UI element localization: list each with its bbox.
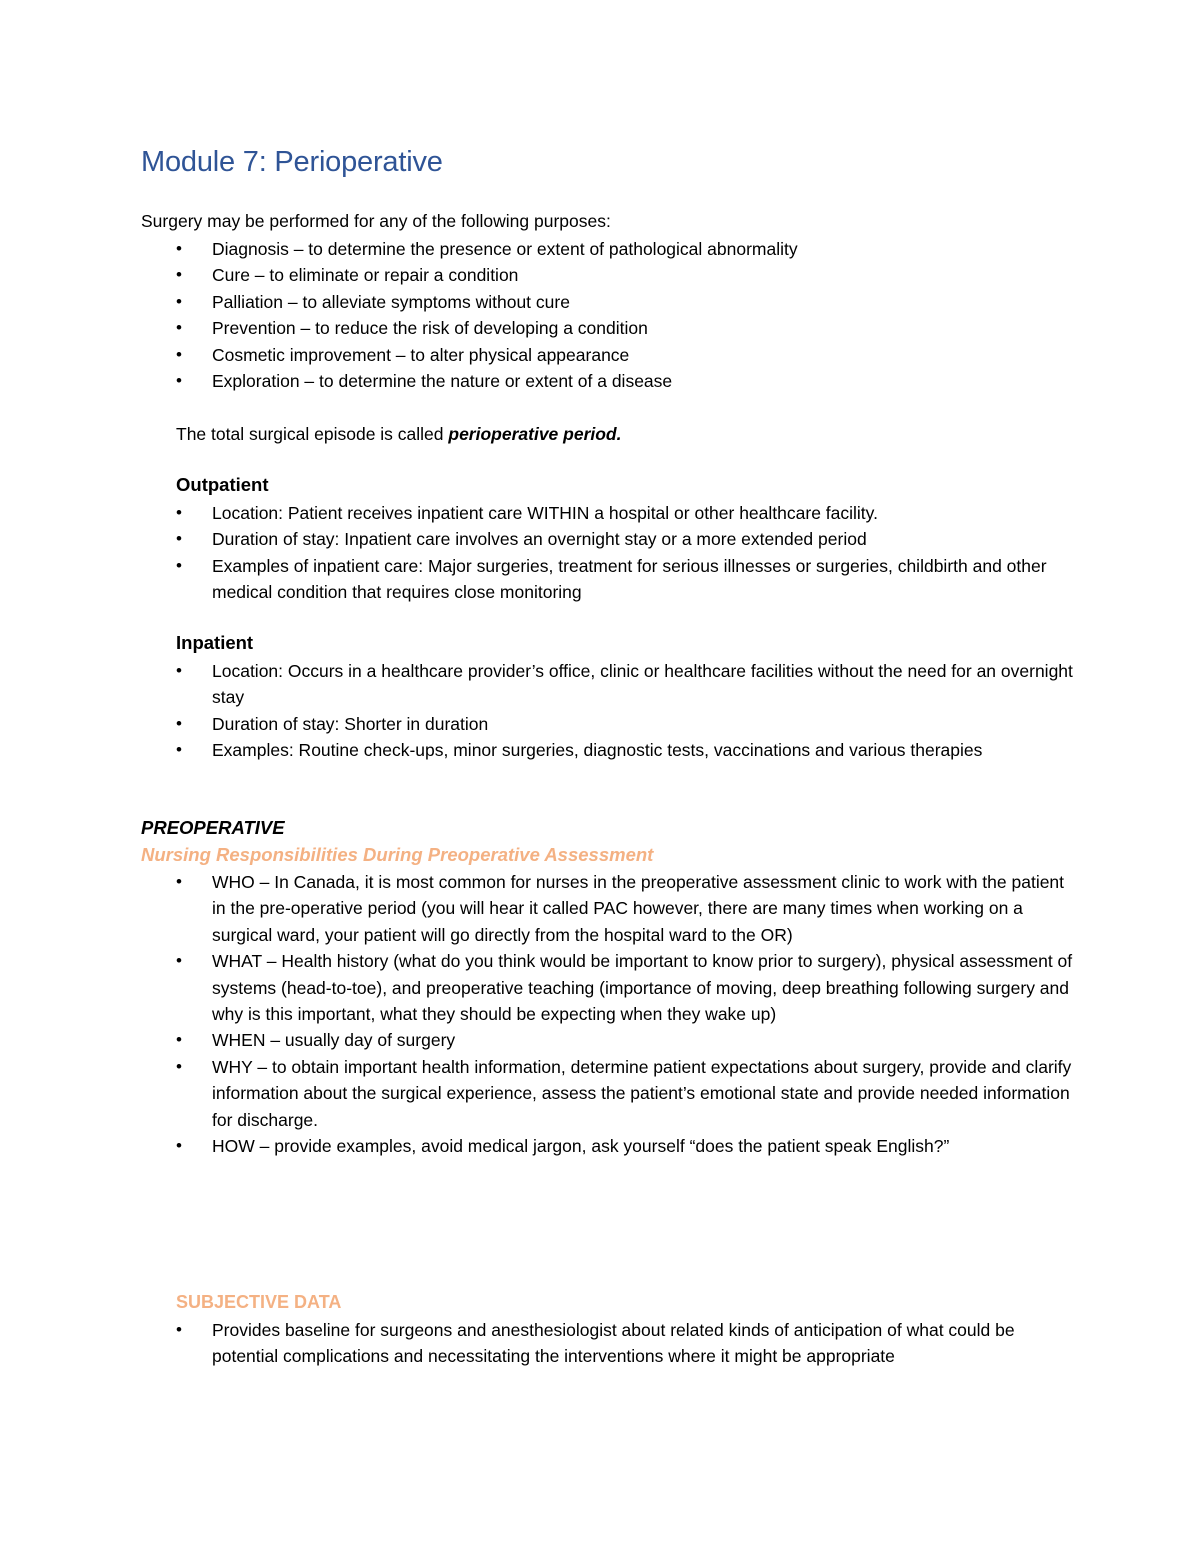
list-item — [176, 1133, 1076, 1159]
list-item-text: Duration of stay: Inpatient care involves an overnight stay or a more extended period — [212, 529, 867, 550]
list-item-text: Examples of inpatient care: Major surgeries, treatment for serious illnesses or surgeries, childbirth and other medical condition that requires close monitoring — [212, 555, 1047, 603]
list-item — [176, 368, 1076, 394]
bullet-icon: • — [176, 1056, 182, 1076]
intro-text: Surgery may be performed for any of the following purposes: — [141, 211, 611, 231]
list-item-text: Diagnosis – to determine the presence or extent of pathological abnormality — [212, 239, 798, 259]
outpatient-heading: Outpatient — [176, 474, 269, 495]
list-item-text: Palliation – to alleviate symptoms without cure — [212, 291, 570, 312]
list-item — [176, 711, 1076, 737]
inpatient-list — [176, 658, 1076, 764]
nursing-responsibilities-heading: Nursing Responsibilities During Preoperative Assessment — [141, 844, 654, 865]
list-item-text: Duration of stay: Shorter in duration — [212, 713, 489, 734]
nursing-responsibilities-list — [176, 869, 1076, 1159]
list-item-text: HOW – provide examples, avoid medical jargon, ask yourself “does the patient speak English?” — [212, 1136, 950, 1157]
inpatient-heading: Inpatient — [176, 632, 254, 653]
list-item-text: Cosmetic improvement – to alter physical appearance — [212, 344, 630, 365]
bullet-icon: • — [176, 951, 182, 971]
list-item-text: WHAT – Health history (what do you think would be important to know prior to surgery), physical assessment of systems (head-to-toe), and preoperative teaching (importance of moving, deep breathing following surgery and why is this important, what they should be expecting when they wake up) — [212, 951, 1073, 1025]
list-item — [176, 553, 1076, 606]
list-item — [176, 262, 1076, 288]
purposes-list — [176, 236, 1076, 394]
list-item-text: Examples: Routine check-ups, minor surgeries, diagnostic tests, vaccinations and various therapies — [212, 740, 983, 761]
bullet-icon: • — [176, 872, 182, 891]
outpatient-list — [176, 500, 1076, 606]
bullet-icon: • — [176, 265, 182, 285]
list-item — [176, 526, 1076, 552]
list-item — [176, 948, 1076, 1027]
list-item — [176, 1054, 1076, 1133]
list-item — [176, 658, 1076, 711]
bullet-icon: • — [176, 344, 182, 364]
bullet-icon: • — [176, 503, 182, 522]
bullet-icon: • — [176, 740, 182, 760]
list-item-text: Exploration – to determine the nature or extent of a disease — [212, 371, 673, 392]
list-item-text: Provides baseline for surgeons and anesthesiologist about related kinds of anticipation of what could be potential complications and necessitating the interventions where it might be appropriate — [212, 1320, 1015, 1367]
bullet-icon: • — [176, 239, 182, 258]
list-item — [176, 737, 1076, 763]
bullet-icon: • — [176, 1136, 182, 1156]
bullet-icon: • — [176, 291, 182, 311]
perioperative-definition — [176, 421, 621, 447]
bullet-icon: • — [176, 1320, 182, 1339]
list-item-text: Prevention – to reduce the risk of developing a condition — [212, 318, 648, 339]
list-item-text: WHEN – usually day of surgery — [212, 1030, 456, 1051]
bullet-icon: • — [176, 371, 182, 391]
definition-emphasis: perioperative period. — [448, 424, 622, 444]
list-item-text: WHY – to obtain important health information, determine patient expectations about surgery, provide and clarify information about the surgical experience, assess the patient’s emotional state and provide needed information for discharge. — [212, 1056, 1072, 1130]
list-item — [176, 869, 1076, 948]
list-item — [176, 315, 1076, 341]
bullet-icon: • — [176, 318, 182, 338]
bullet-icon: • — [176, 1030, 182, 1050]
definition-text: The total surgical episode is called — [176, 424, 449, 444]
preoperative-heading: PREOPERATIVE — [141, 817, 285, 838]
page-title: Module 7: Perioperative — [141, 146, 443, 178]
list-item-text: Location: Occurs in a healthcare provider’s office, clinic or healthcare facilities without the need for an overnight stay — [212, 661, 1073, 708]
bullet-icon: • — [176, 661, 182, 680]
list-item — [176, 1027, 1076, 1053]
bullet-icon: • — [176, 529, 182, 549]
subjective-data-heading: SUBJECTIVE DATA — [176, 1292, 342, 1312]
subjective-data-list — [176, 1317, 1076, 1370]
list-item — [176, 342, 1076, 368]
list-item — [176, 1317, 1076, 1370]
list-item — [176, 500, 1076, 526]
bullet-icon: • — [176, 555, 182, 575]
list-item — [176, 236, 1076, 262]
list-item — [176, 289, 1076, 315]
list-item-text: Location: Patient receives inpatient care WITHIN a hospital or other healthcare facility. — [212, 503, 878, 523]
list-item-text: WHO – In Canada, it is most common for nurses in the preoperative assessment clinic to work with the patient in the pre-operative period (you will hear it called PAC however, there are many times when working on a surgical ward, your patient will go directly from the hospital ward to the OR) — [212, 872, 1065, 945]
list-item-text: Cure – to eliminate or repair a condition — [212, 265, 519, 286]
bullet-icon: • — [176, 713, 182, 733]
